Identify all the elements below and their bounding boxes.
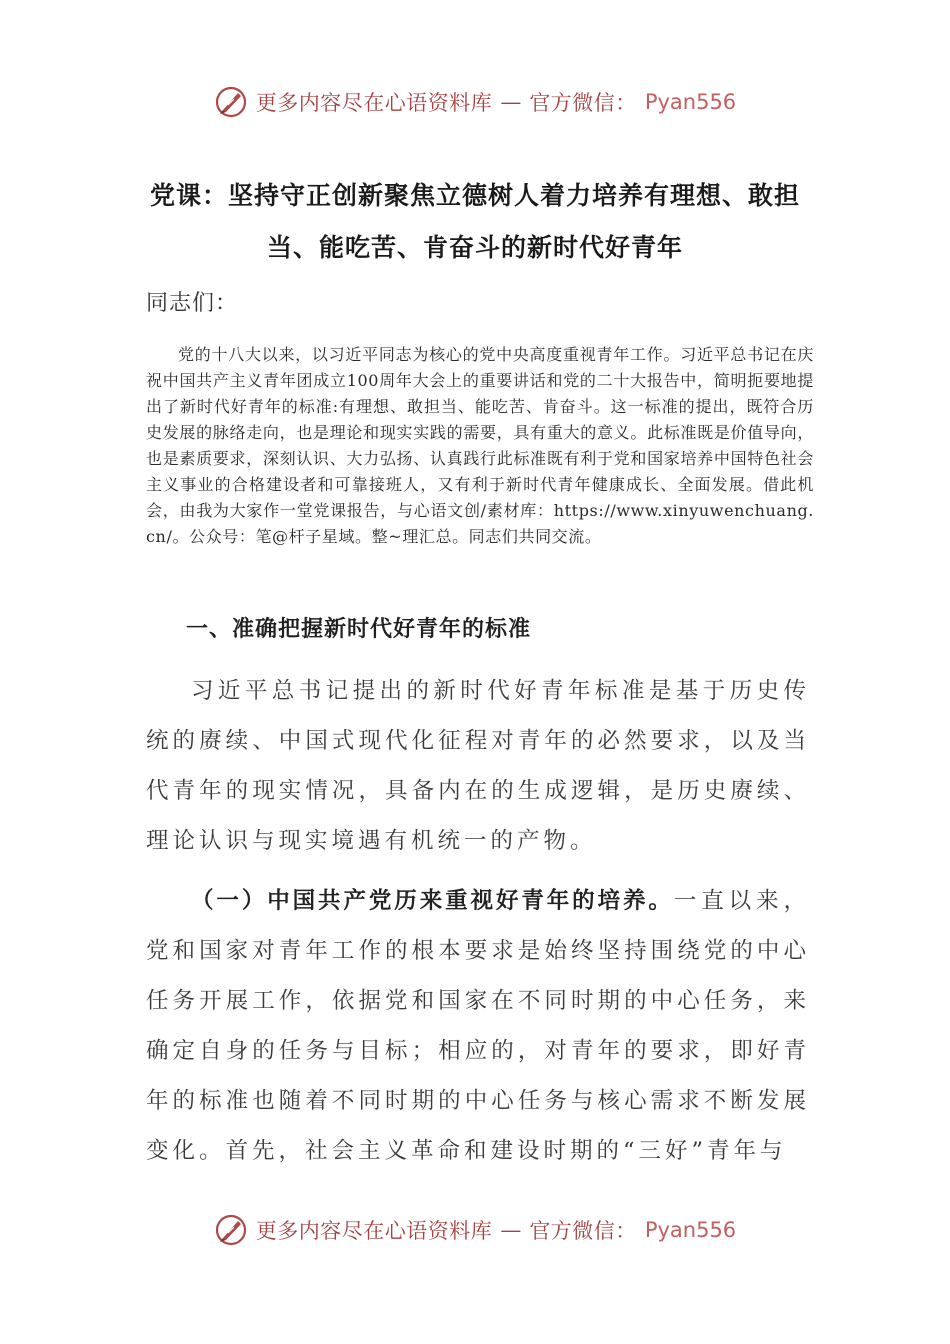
quill-logo-icon xyxy=(214,1213,248,1247)
greeting: 同志们： xyxy=(146,291,239,316)
banner-wechat-label: 官方微信： xyxy=(529,1219,637,1243)
quill-logo-icon xyxy=(214,85,248,119)
footer-banner xyxy=(0,1210,950,1250)
banner-text: 更多内容尽在心语资料库 xyxy=(255,91,493,115)
banner-wechat-id: Pyan556 xyxy=(644,1218,737,1242)
subsection-lead: （一）中国共产党历来重视好青年的培养。 xyxy=(191,888,674,914)
banner-separator: — xyxy=(500,90,522,114)
banner-text: 更多内容尽在心语资料库 xyxy=(255,1219,493,1243)
banner-wechat-id: Pyan556 xyxy=(644,90,737,114)
section-paragraph: 习近平总书记提出的新时代好青年标准是基于历史传统的赓续、中国式现代化征程对青年的必然要求，以及当代青年的现实情况，具备内在的生成逻辑，是历史赓续、理论认识与现实境遇有机统一的产物。 xyxy=(146,678,810,854)
subsection-body: 一直以来，党和国家对青年工作的根本要求是始终坚持围绕党的中心任务开展工作，依据党和国家在不同时期的中心任务，来确定自身的任务与目标；相应的，对青年的要求，即好青年的标准也随着不同时期的中心任务与核心需求不断发展变化。首先，社会主义革命和建设时期的“三好”青年与 xyxy=(146,888,810,1164)
subsection-paragraph xyxy=(146,876,810,1176)
banner-wechat-label: 官方微信： xyxy=(529,91,637,115)
section-heading: 一、准确把握新时代好青年的标准 xyxy=(186,617,532,642)
document-title: 党课：坚持守正创新聚焦立德树人着力培养有理想、敢担当、能吃苦、肯奋斗的新时代好青年 xyxy=(149,181,800,262)
banner-separator: — xyxy=(500,1218,522,1242)
header-banner xyxy=(0,82,950,122)
intro-paragraph: 党的十八大以来，以习近平同志为核心的党中央高度重视青年工作。习近平总书记在庆祝中国共产主义青年团成立100周年大会上的重要讲话和党的二十大报告中，简明扼要地提出了新时代好青年的标准:有理想、敢担当、能吃苦、肯奋斗。这一标准的提出，既符合历史发展的脉络走向，也是理论和现实实践的需要，具有重大的意义。此标准既是价值导向，也是素质要求，深刻认识、大力弘扬、认真践行此标准既有利于党和国家培养中国特色社会主义事业的合格建设者和可靠接班人，又有利于新时代青年健康成长、全面发展。借此机会，由我为大家作一堂党课报告，与心语文创/素材库：https://www.xinyuwenchuang.cn/。公众号：笔@杆子星域。整~理汇总。同志们共同交流。 xyxy=(146,345,814,546)
